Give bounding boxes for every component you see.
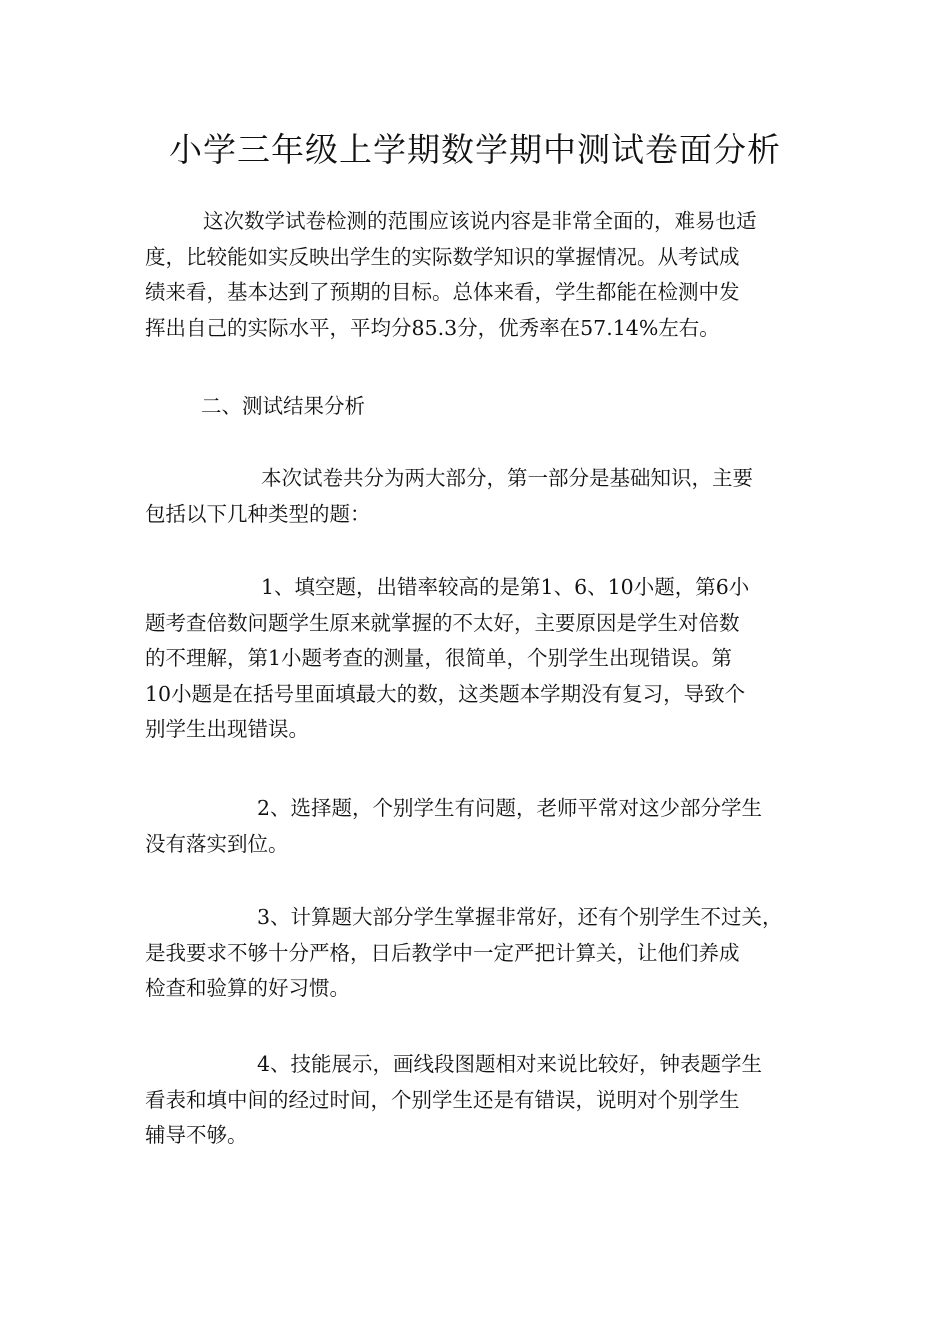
- item-1-line: 别学生出现错误。: [145, 717, 309, 741]
- item-3-line: 是我要求不够十分严格，日后教学中一定严把计算关，让他们养成: [145, 940, 740, 965]
- section-heading-paragraph: [145, 389, 809, 425]
- item-4-paragraph: [145, 1047, 809, 1154]
- item-4-line: 辅导不够。: [145, 1123, 248, 1147]
- overview-line: 包括以下几种类型的题：: [145, 501, 371, 526]
- intro-line: 这次数学试卷检测的范围应该说内容是非常全面的，难易也适: [203, 209, 757, 233]
- item-2-line: 2、选择题，个别学生有问题，老师平常对这少部分学生: [257, 796, 763, 820]
- item-3-paragraph: [145, 900, 809, 1007]
- item-2-line: 没有落实到位。: [145, 831, 289, 856]
- intro-line: 度，比较能如实反映出学生的实际数学知识的掌握情况。从考试成: [145, 244, 740, 269]
- item-1-paragraph: [145, 570, 809, 748]
- intro-line: 绩来看，基本达到了预期的目标。总体来看，学生都能在检测中发: [145, 280, 740, 304]
- item-3-line: 3、计算题大部分学生掌握非常好，还有个别学生不过关，: [257, 905, 783, 929]
- document-title: 小学三年级上学期数学期中测试卷面分析: [169, 130, 781, 169]
- intro-line: 挥出自己的实际水平，平均分85.3分，优秀率在57.14%左右。: [145, 315, 720, 340]
- item-1-line: 题考查倍数问题学生原来就掌握的不太好，主要原因是学生对倍数: [145, 610, 740, 635]
- item-4-line: 4、技能展示，画线段图题相对来说比较好，钟表题学生: [257, 1052, 763, 1076]
- overview-line: 本次试卷共分为两大部分，第一部分是基础知识，主要: [261, 466, 753, 490]
- item-2-paragraph: [145, 791, 809, 862]
- intro-paragraph: [145, 204, 809, 346]
- section-heading: 二、测试结果分析: [201, 394, 365, 418]
- item-4-line: 看表和填中间的经过时间，个别学生还是有错误，说明对个别学生: [145, 1087, 740, 1112]
- item-1-line: 的不理解，第1小题考查的测量，很简单，个别学生出现错误。第: [145, 646, 733, 670]
- item-1-line: 1、填空题，出错率较高的是第1、6、10小题，第6小: [261, 575, 750, 599]
- overview-paragraph: [145, 461, 809, 532]
- item-3-line: 检查和验算的好习惯。: [145, 976, 350, 1000]
- item-1-line: 10小题是在括号里面填最大的数，这类题本学期没有复习，导致个: [145, 681, 746, 706]
